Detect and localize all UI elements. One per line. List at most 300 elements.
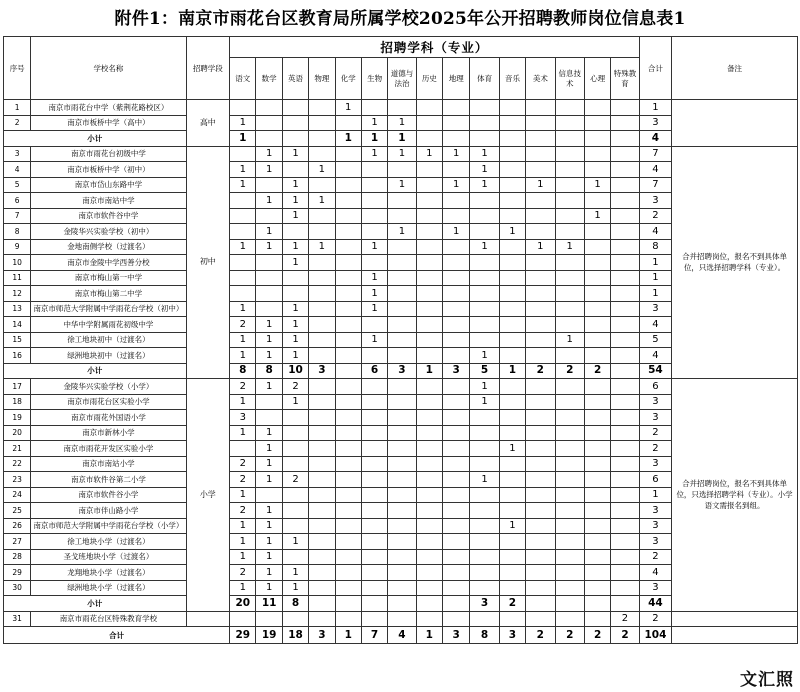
subject-count-cell bbox=[611, 317, 639, 333]
subject-count-cell bbox=[256, 270, 282, 286]
subject-count-cell bbox=[443, 193, 470, 209]
subject-count-cell bbox=[335, 534, 361, 550]
subject-count-cell bbox=[361, 379, 387, 395]
subject-count-cell bbox=[309, 472, 335, 488]
subject-count-cell bbox=[309, 580, 335, 596]
subject-count-cell bbox=[335, 456, 361, 472]
school-name-cell: 金地南侧学校（过渡名） bbox=[31, 239, 186, 255]
seq-cell: 23 bbox=[4, 472, 31, 488]
subject-count-cell: 6 bbox=[361, 363, 387, 379]
subject-count-cell bbox=[361, 596, 387, 612]
subject-count-cell bbox=[555, 534, 584, 550]
subject-count-cell bbox=[555, 348, 584, 364]
row-total-cell: 4 bbox=[639, 131, 671, 147]
subject-count-cell bbox=[416, 503, 442, 519]
subject-count-cell bbox=[584, 255, 610, 271]
subject-count-cell bbox=[584, 146, 610, 162]
subject-count-cell bbox=[611, 332, 639, 348]
header-subject: 化学 bbox=[335, 58, 361, 100]
subject-count-cell bbox=[416, 332, 442, 348]
school-name-cell: 南京市雨花台中学（紫荆花路校区） bbox=[31, 100, 186, 116]
subject-count-cell bbox=[335, 332, 361, 348]
subject-count-cell bbox=[555, 270, 584, 286]
subject-count-cell bbox=[555, 115, 584, 131]
subject-count-cell bbox=[256, 100, 282, 116]
subject-count-cell bbox=[526, 332, 555, 348]
school-name-cell: 南京市梅山第二中学 bbox=[31, 286, 186, 302]
row-total-cell: 3 bbox=[639, 410, 671, 426]
subject-count-cell bbox=[555, 596, 584, 612]
subject-count-cell bbox=[335, 425, 361, 441]
subject-count-cell bbox=[470, 534, 499, 550]
subject-count-cell bbox=[470, 317, 499, 333]
school-name-cell: 南京市雨花台初级中学 bbox=[31, 146, 186, 162]
subject-count-cell bbox=[388, 286, 416, 302]
subject-count-cell: 1 bbox=[499, 518, 525, 534]
subject-count-cell bbox=[443, 348, 470, 364]
subject-count-cell: 1 bbox=[256, 580, 282, 596]
subject-count-cell bbox=[388, 270, 416, 286]
subject-count-cell bbox=[282, 410, 308, 426]
phase-cell: 高中 bbox=[186, 100, 230, 147]
seq-cell: 22 bbox=[4, 456, 31, 472]
subject-count-cell bbox=[499, 301, 525, 317]
subject-count-cell bbox=[309, 518, 335, 534]
subject-count-cell bbox=[584, 115, 610, 131]
seq-cell: 31 bbox=[4, 611, 31, 627]
subject-count-cell: 1 bbox=[256, 456, 282, 472]
subject-count-cell bbox=[526, 379, 555, 395]
subject-count-cell bbox=[584, 162, 610, 178]
subject-count-cell bbox=[335, 611, 361, 627]
header-subject: 生物 bbox=[361, 58, 387, 100]
subject-count-cell bbox=[388, 503, 416, 519]
subject-count-cell bbox=[470, 115, 499, 131]
row-total-cell: 3 bbox=[639, 503, 671, 519]
subject-count-cell bbox=[443, 549, 470, 565]
subject-count-cell bbox=[309, 255, 335, 271]
subject-count-cell bbox=[611, 162, 639, 178]
subject-count-cell bbox=[388, 549, 416, 565]
subject-count-cell: 2 bbox=[282, 379, 308, 395]
subject-count-cell bbox=[335, 549, 361, 565]
seq-cell: 28 bbox=[4, 549, 31, 565]
subject-count-cell: 1 bbox=[584, 177, 610, 193]
subject-count-cell: 1 bbox=[499, 441, 525, 457]
subject-count-cell bbox=[361, 487, 387, 503]
school-name-cell: 南京市雨花台区实验小学 bbox=[31, 394, 186, 410]
grand-total-count-cell: 2 bbox=[611, 627, 639, 644]
subject-count-cell bbox=[526, 301, 555, 317]
row-total-cell: 44 bbox=[639, 596, 671, 612]
grand-total-count-cell: 3 bbox=[499, 627, 525, 644]
subject-count-cell bbox=[584, 503, 610, 519]
seq-cell: 11 bbox=[4, 270, 31, 286]
subject-count-cell bbox=[584, 379, 610, 395]
subject-count-cell bbox=[611, 224, 639, 240]
subject-count-cell bbox=[611, 363, 639, 379]
header-seq: 序号 bbox=[4, 37, 31, 100]
subject-count-cell bbox=[335, 487, 361, 503]
subject-count-cell bbox=[443, 301, 470, 317]
subject-count-cell bbox=[335, 224, 361, 240]
watermark-logo: 文汇照 bbox=[740, 670, 794, 690]
subject-count-cell bbox=[443, 441, 470, 457]
school-name-cell: 南京市伴山路小学 bbox=[31, 503, 186, 519]
subject-count-cell bbox=[499, 472, 525, 488]
subject-count-cell bbox=[309, 177, 335, 193]
subject-count-cell bbox=[416, 456, 442, 472]
header-subject: 特殊教育 bbox=[611, 58, 639, 100]
subject-count-cell bbox=[470, 131, 499, 147]
school-name-cell: 南京市雨花台区特殊教育学校 bbox=[31, 611, 186, 627]
subject-count-cell bbox=[611, 131, 639, 147]
row-total-cell: 2 bbox=[639, 549, 671, 565]
subject-count-cell: 2 bbox=[611, 611, 639, 627]
school-name-cell: 南京市岱山东路中学 bbox=[31, 177, 186, 193]
school-name-cell: 南京市板桥中学（高中） bbox=[31, 115, 186, 131]
subject-count-cell bbox=[555, 379, 584, 395]
school-name-cell: 南京市师范大学附属中学雨花台学校（初中） bbox=[31, 301, 186, 317]
subject-count-cell: 1 bbox=[282, 255, 308, 271]
subject-count-cell: 1 bbox=[526, 177, 555, 193]
school-name-cell: 徐工地块初中（过渡名） bbox=[31, 332, 186, 348]
subject-count-cell bbox=[388, 394, 416, 410]
subject-count-cell bbox=[309, 224, 335, 240]
subject-count-cell bbox=[611, 472, 639, 488]
subject-count-cell bbox=[335, 146, 361, 162]
subject-count-cell bbox=[388, 596, 416, 612]
subject-count-cell bbox=[555, 131, 584, 147]
row-total-cell: 3 bbox=[639, 394, 671, 410]
subject-count-cell: 1 bbox=[282, 394, 308, 410]
row-total-cell: 4 bbox=[639, 162, 671, 178]
subject-count-cell bbox=[555, 565, 584, 581]
subject-count-cell: 1 bbox=[282, 177, 308, 193]
subject-count-cell bbox=[470, 487, 499, 503]
subject-count-cell bbox=[611, 177, 639, 193]
row-total-cell: 6 bbox=[639, 379, 671, 395]
subject-count-cell: 8 bbox=[256, 363, 282, 379]
subject-count-cell bbox=[555, 208, 584, 224]
table-row bbox=[4, 146, 798, 162]
subject-count-cell bbox=[230, 146, 256, 162]
seq-cell: 2 bbox=[4, 115, 31, 131]
table-row bbox=[4, 611, 798, 627]
subject-count-cell bbox=[309, 565, 335, 581]
subject-count-cell bbox=[499, 425, 525, 441]
subject-count-cell bbox=[309, 332, 335, 348]
subject-count-cell bbox=[335, 208, 361, 224]
subject-count-cell bbox=[388, 580, 416, 596]
header-subject: 体育 bbox=[470, 58, 499, 100]
subject-count-cell: 1 bbox=[230, 131, 256, 147]
subject-count-cell bbox=[443, 565, 470, 581]
subject-count-cell: 1 bbox=[256, 472, 282, 488]
grand-total-count-cell: 2 bbox=[526, 627, 555, 644]
subject-count-cell: 2 bbox=[526, 363, 555, 379]
seq-cell: 27 bbox=[4, 534, 31, 550]
subject-count-cell bbox=[416, 270, 442, 286]
subject-count-cell bbox=[282, 487, 308, 503]
subject-count-cell bbox=[499, 131, 525, 147]
header-remark: 备注 bbox=[672, 37, 798, 100]
subtotal-label: 小计 bbox=[4, 363, 187, 379]
subject-count-cell: 2 bbox=[230, 456, 256, 472]
subject-count-cell bbox=[388, 456, 416, 472]
header-subject: 英语 bbox=[282, 58, 308, 100]
school-name-cell: 南京市软件谷第二小学 bbox=[31, 472, 186, 488]
subject-count-cell bbox=[443, 534, 470, 550]
subject-count-cell: 2 bbox=[499, 596, 525, 612]
subject-count-cell bbox=[526, 410, 555, 426]
subject-count-cell bbox=[282, 286, 308, 302]
subject-count-cell: 1 bbox=[256, 379, 282, 395]
subject-count-cell bbox=[335, 255, 361, 271]
grand-total-count-cell: 1 bbox=[416, 627, 442, 644]
subject-count-cell bbox=[499, 177, 525, 193]
seq-cell: 17 bbox=[4, 379, 31, 395]
subject-count-cell bbox=[443, 611, 470, 627]
subject-count-cell bbox=[443, 255, 470, 271]
subject-count-cell: 1 bbox=[388, 177, 416, 193]
subject-count-cell bbox=[611, 503, 639, 519]
subject-count-cell: 1 bbox=[309, 239, 335, 255]
subject-count-cell bbox=[555, 410, 584, 426]
subject-count-cell: 1 bbox=[309, 162, 335, 178]
subject-count-cell: 1 bbox=[282, 301, 308, 317]
subject-count-cell bbox=[335, 286, 361, 302]
row-total-cell: 2 bbox=[639, 441, 671, 457]
subject-count-cell bbox=[443, 580, 470, 596]
subject-count-cell bbox=[230, 255, 256, 271]
subject-count-cell bbox=[499, 286, 525, 302]
subject-count-cell bbox=[416, 286, 442, 302]
subject-count-cell bbox=[282, 518, 308, 534]
subject-count-cell bbox=[388, 565, 416, 581]
subject-count-cell bbox=[416, 410, 442, 426]
subject-count-cell bbox=[388, 317, 416, 333]
remark-cell bbox=[672, 611, 798, 627]
subject-count-cell: 3 bbox=[230, 410, 256, 426]
grand-total-count-cell: 8 bbox=[470, 627, 499, 644]
subject-count-cell: 2 bbox=[230, 503, 256, 519]
subject-count-cell bbox=[256, 131, 282, 147]
subject-count-cell bbox=[282, 549, 308, 565]
grand-total-row bbox=[4, 627, 798, 644]
grand-total-count-cell: 7 bbox=[361, 627, 387, 644]
subject-count-cell bbox=[361, 441, 387, 457]
subject-count-cell: 8 bbox=[282, 596, 308, 612]
subject-count-cell bbox=[335, 441, 361, 457]
seq-cell: 14 bbox=[4, 317, 31, 333]
subject-count-cell bbox=[416, 580, 442, 596]
header-total: 合计 bbox=[639, 37, 671, 100]
school-name-cell: 绿洲地块初中（过渡名） bbox=[31, 348, 186, 364]
row-total-cell: 1 bbox=[639, 487, 671, 503]
row-total-cell: 7 bbox=[639, 146, 671, 162]
subject-count-cell bbox=[470, 100, 499, 116]
subject-count-cell: 2 bbox=[282, 472, 308, 488]
subject-count-cell bbox=[361, 100, 387, 116]
subject-count-cell bbox=[499, 580, 525, 596]
subject-count-cell bbox=[499, 270, 525, 286]
seq-cell: 1 bbox=[4, 100, 31, 116]
subject-count-cell bbox=[499, 348, 525, 364]
subject-count-cell: 1 bbox=[230, 580, 256, 596]
subject-count-cell bbox=[555, 425, 584, 441]
subject-count-cell: 1 bbox=[335, 131, 361, 147]
subject-count-cell bbox=[499, 208, 525, 224]
subject-count-cell bbox=[443, 487, 470, 503]
subject-count-cell bbox=[335, 363, 361, 379]
subject-count-cell bbox=[256, 394, 282, 410]
subject-count-cell bbox=[416, 394, 442, 410]
seq-cell: 4 bbox=[4, 162, 31, 178]
subject-count-cell: 10 bbox=[282, 363, 308, 379]
subject-count-cell bbox=[526, 487, 555, 503]
subject-count-cell bbox=[443, 100, 470, 116]
subject-count-cell bbox=[361, 425, 387, 441]
subject-count-cell: 2 bbox=[230, 472, 256, 488]
table-body bbox=[4, 37, 798, 644]
subject-count-cell bbox=[335, 394, 361, 410]
subject-count-cell: 1 bbox=[256, 503, 282, 519]
seq-cell: 19 bbox=[4, 410, 31, 426]
subject-count-cell bbox=[416, 596, 442, 612]
subject-count-cell bbox=[555, 177, 584, 193]
subject-count-cell bbox=[361, 503, 387, 519]
subject-count-cell bbox=[361, 255, 387, 271]
subject-count-cell bbox=[611, 193, 639, 209]
subject-count-cell: 2 bbox=[230, 565, 256, 581]
subject-count-cell bbox=[470, 503, 499, 519]
school-name-cell: 南京市雨花开发区实验小学 bbox=[31, 441, 186, 457]
subject-count-cell bbox=[611, 394, 639, 410]
subject-count-cell: 1 bbox=[361, 270, 387, 286]
grand-total-count-cell: 2 bbox=[584, 627, 610, 644]
subject-count-cell bbox=[309, 596, 335, 612]
subject-count-cell bbox=[584, 441, 610, 457]
subject-count-cell: 1 bbox=[230, 487, 256, 503]
subject-count-cell: 1 bbox=[470, 379, 499, 395]
seq-cell: 26 bbox=[4, 518, 31, 534]
subject-count-cell bbox=[388, 162, 416, 178]
subject-count-cell bbox=[470, 286, 499, 302]
subject-count-cell bbox=[584, 565, 610, 581]
header-subject-group: 招聘学科（专业） bbox=[230, 37, 640, 58]
row-total-cell: 4 bbox=[639, 317, 671, 333]
subject-count-cell bbox=[388, 472, 416, 488]
subject-count-cell bbox=[499, 394, 525, 410]
grand-total-count-cell: 3 bbox=[443, 627, 470, 644]
subject-count-cell bbox=[584, 425, 610, 441]
subject-count-cell bbox=[555, 487, 584, 503]
subject-count-cell: 1 bbox=[256, 348, 282, 364]
subject-count-cell bbox=[526, 534, 555, 550]
subject-count-cell: 1 bbox=[388, 131, 416, 147]
seq-cell: 8 bbox=[4, 224, 31, 240]
grand-total-cell: 104 bbox=[639, 627, 671, 644]
subject-count-cell: 1 bbox=[388, 115, 416, 131]
subject-count-cell bbox=[584, 518, 610, 534]
row-total-cell: 2 bbox=[639, 425, 671, 441]
subject-count-cell bbox=[470, 255, 499, 271]
subject-count-cell bbox=[526, 224, 555, 240]
subject-count-cell: 1 bbox=[230, 534, 256, 550]
subject-count-cell bbox=[470, 565, 499, 581]
row-total-cell: 1 bbox=[639, 270, 671, 286]
subject-count-cell bbox=[584, 270, 610, 286]
subject-count-cell bbox=[443, 270, 470, 286]
subject-count-cell: 1 bbox=[282, 193, 308, 209]
row-total-cell: 5 bbox=[639, 332, 671, 348]
subject-count-cell bbox=[470, 270, 499, 286]
subject-count-cell bbox=[335, 503, 361, 519]
subject-count-cell bbox=[335, 177, 361, 193]
school-name-cell: 绿洲地块小学（过渡名） bbox=[31, 580, 186, 596]
school-name-cell: 南京市板桥中学（初中） bbox=[31, 162, 186, 178]
subject-count-cell bbox=[416, 348, 442, 364]
subject-count-cell bbox=[555, 224, 584, 240]
subject-count-cell bbox=[335, 472, 361, 488]
subject-count-cell bbox=[443, 317, 470, 333]
row-total-cell: 4 bbox=[639, 224, 671, 240]
school-name-cell: 南京市软件谷小学 bbox=[31, 487, 186, 503]
subject-count-cell: 1 bbox=[230, 301, 256, 317]
subject-count-cell bbox=[309, 317, 335, 333]
header-subject: 道德与法治 bbox=[388, 58, 416, 100]
subject-count-cell bbox=[416, 549, 442, 565]
subject-count-cell bbox=[611, 487, 639, 503]
seq-cell: 16 bbox=[4, 348, 31, 364]
subject-count-cell bbox=[230, 611, 256, 627]
subject-count-cell bbox=[443, 410, 470, 426]
remark-cell bbox=[672, 100, 798, 147]
subject-count-cell bbox=[470, 580, 499, 596]
subject-count-cell bbox=[230, 270, 256, 286]
subject-count-cell bbox=[256, 255, 282, 271]
subject-count-cell: 1 bbox=[282, 146, 308, 162]
subject-count-cell bbox=[611, 208, 639, 224]
subject-count-cell bbox=[388, 100, 416, 116]
subject-count-cell: 1 bbox=[230, 394, 256, 410]
grand-total-count-cell: 3 bbox=[309, 627, 335, 644]
subject-count-cell bbox=[309, 286, 335, 302]
subject-count-cell bbox=[388, 410, 416, 426]
subject-count-cell: 1 bbox=[443, 224, 470, 240]
subject-count-cell bbox=[611, 301, 639, 317]
subject-count-cell bbox=[361, 348, 387, 364]
subject-count-cell bbox=[361, 565, 387, 581]
subject-count-cell: 1 bbox=[256, 425, 282, 441]
subject-count-cell bbox=[230, 193, 256, 209]
subject-count-cell bbox=[470, 425, 499, 441]
subject-count-cell: 11 bbox=[256, 596, 282, 612]
table-row bbox=[4, 379, 798, 395]
subject-count-cell bbox=[335, 348, 361, 364]
subject-count-cell: 1 bbox=[584, 208, 610, 224]
subject-count-cell bbox=[499, 410, 525, 426]
subject-count-cell bbox=[470, 518, 499, 534]
subject-count-cell bbox=[309, 487, 335, 503]
subject-count-cell bbox=[584, 224, 610, 240]
subject-count-cell: 1 bbox=[499, 224, 525, 240]
subject-count-cell bbox=[499, 162, 525, 178]
subject-count-cell bbox=[611, 596, 639, 612]
subject-count-cell bbox=[526, 611, 555, 627]
subject-count-cell bbox=[416, 472, 442, 488]
